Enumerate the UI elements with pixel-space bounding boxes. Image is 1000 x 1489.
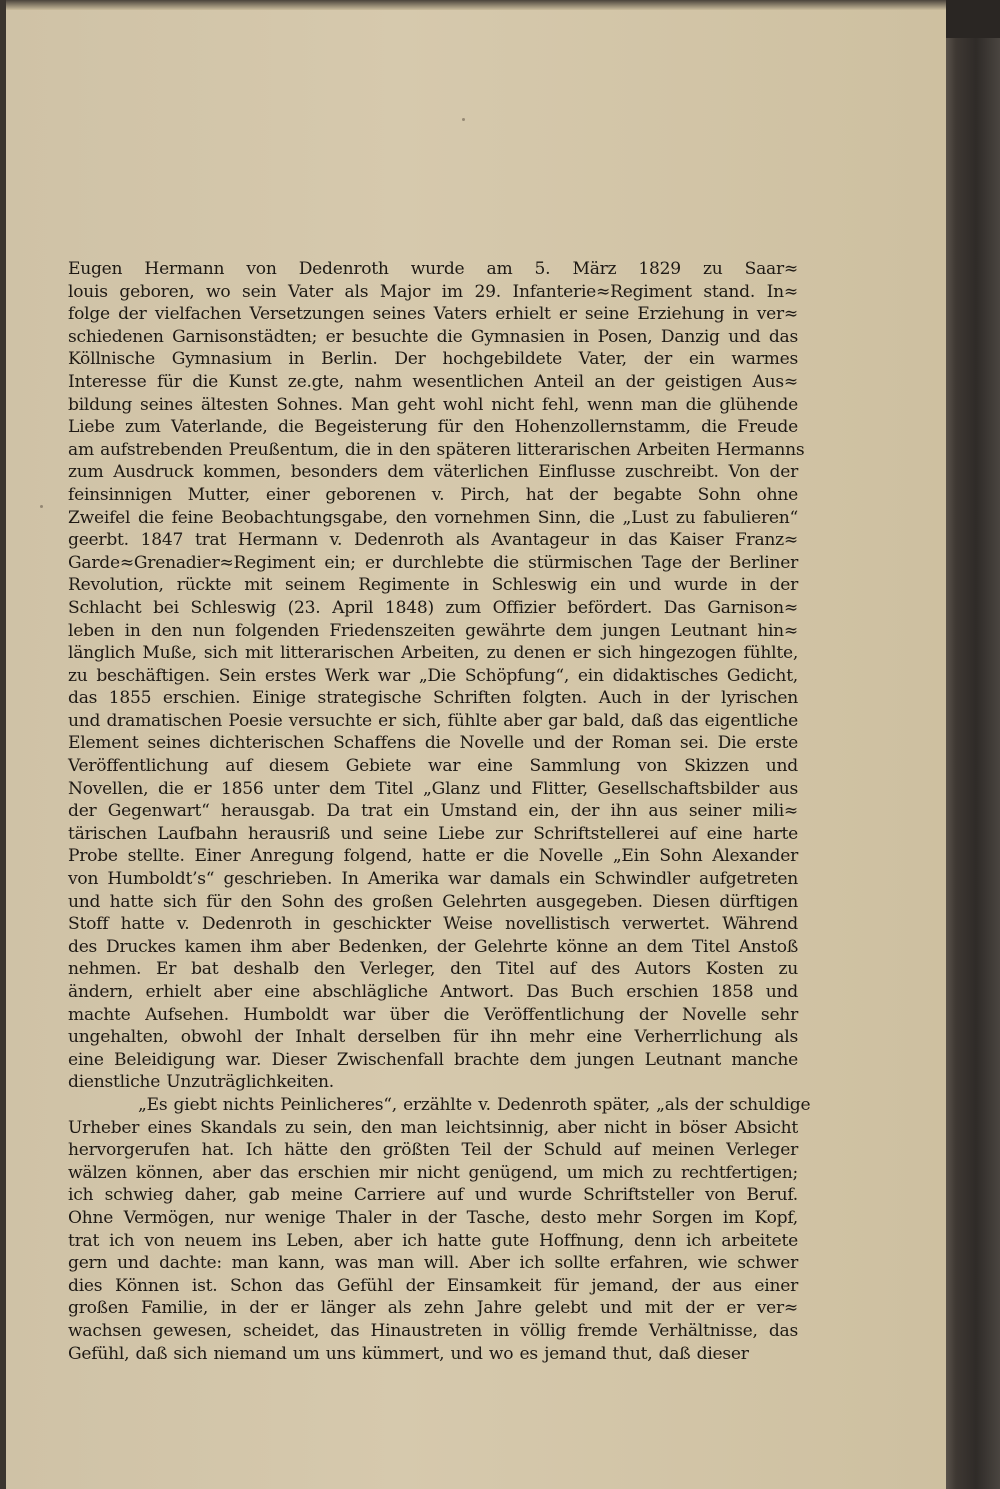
- text-line: Eugen Hermann von Dedenroth wurde am 5. März 1829 zu Saar≈: [68, 259, 798, 279]
- text-line: Veröffentlichung auf diesem Gebiete war eine Sammlung von Skizzen und: [68, 756, 798, 777]
- text-line: Schlacht bei Schleswig (23. April 1848) zum Offizier befördert. Das Garnison≈: [68, 597, 798, 618]
- text-line: Element seines dichterischen Schaffens die Novelle und der Roman sei. Die erste: [68, 733, 798, 754]
- text-line: feinsinnigen Mutter, einer geborenen v. Pirch, hat der begabte Sohn ohne: [68, 484, 798, 505]
- text-line: länglich Muße, sich mit litterarischen Arbeiten, zu denen er sich hingezogen fühlte,: [68, 643, 798, 664]
- text-line: Ohne Vermögen, nur wenige Thaler in der Tasche, desto mehr Sorgen im Kopf,: [68, 1207, 798, 1228]
- paper-speck: [40, 505, 43, 508]
- text-line: am aufstrebenden Preußentum, die in den späteren litterarischen Arbeiten Hermanns: [68, 439, 805, 460]
- text-line: Revolution, rückte mit seinem Regimente in Schleswig ein und wurde in der: [68, 575, 798, 596]
- text-line: Probe stellte. Einer Anregung folgend, hatte er die Novelle „Ein Sohn Alexander: [68, 846, 798, 867]
- text-line: ich schwieg daher, gab meine Carriere auf und wurde Schriftsteller von Beruf.: [68, 1185, 798, 1206]
- text-line: Zweifel die feine Beobachtungsgabe, den vornehmen Sinn, die „Lust zu fabulieren“: [68, 507, 798, 528]
- text-line: hervorgerufen hat. Ich hätte den größten Teil der Schuld auf meinen Verleger: [68, 1140, 798, 1161]
- text-line: wälzen können, aber das erschien mir nicht genügend, um mich zu rechtfertigen;: [68, 1162, 798, 1183]
- text-line: bildung seines ältesten Sohnes. Man geht wohl nicht fehl, wenn man die glühende: [68, 394, 798, 415]
- text-line: dies Können ist. Schon das Gefühl der Einsamkeit für jemand, der aus einer: [68, 1275, 798, 1296]
- paper-speck: [462, 118, 465, 121]
- text-line: geerbt. 1847 trat Hermann v. Dedenroth als Avantageur in das Kaiser Franz≈: [68, 530, 798, 551]
- text-line: Garde≈Grenadier≈Regiment ein; er durchlebte die stürmischen Tage der Berliner: [68, 552, 798, 573]
- paragraph-1: [68, 258, 805, 1094]
- body-text: [68, 258, 811, 1365]
- binding-edge: [0, 0, 6, 1489]
- text-line: und dramatischen Poesie versuchte er sich, fühlte aber gar bald, daß das eigentliche: [68, 710, 798, 731]
- text-line: Stoff hatte v. Dedenroth in geschickter Weise novellistisch verwertet. Während: [68, 914, 798, 935]
- text-line: leben in den nun folgenden Friedenszeiten gewährte dem jungen Leutnant hin≈: [68, 620, 798, 641]
- text-line: großen Familie, in der er länger als zehn Jahre gelebt und mit der er ver≈: [68, 1298, 798, 1319]
- book-cover-edge: [946, 38, 1000, 1489]
- text-line: eine Beleidigung war. Dieser Zwischenfall brachte dem jungen Leutnant manche: [68, 1049, 798, 1070]
- text-line: der Gegenwart“ herausgab. Da trat ein Umstand ein, der ihn aus seiner mili≈: [68, 801, 798, 822]
- text-line: wachsen gewesen, scheidet, das Hinaustreten in völlig fremde Verhältnisse, das: [68, 1320, 798, 1341]
- text-line: schiedenen Garnisonstädten; er besuchte die Gymnasien in Posen, Danzig und das: [68, 326, 798, 347]
- text-line: louis geboren, wo sein Vater als Major im 29. Infanterie≈Regiment stand. In≈: [68, 281, 798, 302]
- text-line: ungehalten, obwohl der Inhalt derselben für ihn mehr eine Verherrlichung als: [68, 1027, 798, 1048]
- text-line: „Es giebt nichts Peinlicheres“, erzählte v. Dedenroth später, „als der schuldige: [138, 1094, 811, 1115]
- text-line: des Druckes kamen ihm aber Bedenken, der Gelehrte könne an dem Titel Anstoß: [68, 936, 798, 957]
- text-line: trat ich von neuem ins Leben, aber ich hatte gute Hoffnung, denn ich arbeitete: [68, 1230, 798, 1251]
- text-line: dienstliche Unzuträglichkeiten.: [68, 1072, 334, 1093]
- text-line: Gefühl, daß sich niemand um uns kümmert, und wo es jemand thut, daß dieser: [68, 1343, 749, 1364]
- book-cover-top: [946, 0, 1000, 38]
- text-line: Novellen, die er 1856 unter dem Titel „Glanz und Flitter, Gesellschaftsbilder aus: [68, 778, 798, 799]
- text-line: tärischen Laufbahn herausriß und seine Liebe zur Schriftstellerei auf eine harte: [68, 823, 798, 844]
- text-line: und hatte sich für den Sohn des großen Gelehrten ausgegeben. Diesen dürftigen: [68, 891, 798, 912]
- text-line: von Humboldt’s“ geschrieben. In Amerika war damals ein Schwindler aufgetreten: [68, 869, 798, 890]
- text-line: ändern, erhielt aber eine abschlägliche Antwort. Das Buch erschien 1858 und: [68, 982, 798, 1002]
- text-line: zu beschäftigen. Sein erstes Werk war „Die Schöpfung“, ein didaktisches Gedicht,: [68, 665, 798, 686]
- text-line: gern und dachte: man kann, was man will. Aber ich sollte erfahren, wie schwer: [68, 1253, 798, 1274]
- text-line: folge der vielfachen Versetzungen seines Vaters erhielt er seine Erziehung in ver≈: [68, 304, 798, 325]
- text-line: nehmen. Er bat deshalb den Verleger, den Titel auf des Autors Kosten zu: [68, 959, 798, 980]
- text-line: Liebe zum Vaterlande, die Begeisterung für den Hohenzollernstamm, die Freude: [68, 417, 798, 438]
- text-line: zum Ausdruck kommen, besonders dem väterlichen Einflusse zuschreibt. Von der: [68, 462, 798, 483]
- paragraph-2: [68, 1094, 811, 1365]
- text-line: machte Aufsehen. Humboldt war über die Veröffentlichung der Novelle sehr: [68, 1004, 798, 1025]
- text-line: Urheber eines Skandals zu sein, den man leichtsinnig, aber nicht in böser Absicht: [68, 1117, 798, 1138]
- text-line: das 1855 erschien. Einige strategische Schriften folgten. Auch in der lyrischen: [68, 688, 798, 709]
- text-line: Interesse für die Kunst ze.gte, nahm wesentlichen Anteil an der geistigen Aus≈: [68, 371, 798, 392]
- text-line: Köllnische Gymnasium in Berlin. Der hochgebildete Vater, der ein warmes: [68, 349, 798, 370]
- page-top-shadow: [0, 0, 1000, 10]
